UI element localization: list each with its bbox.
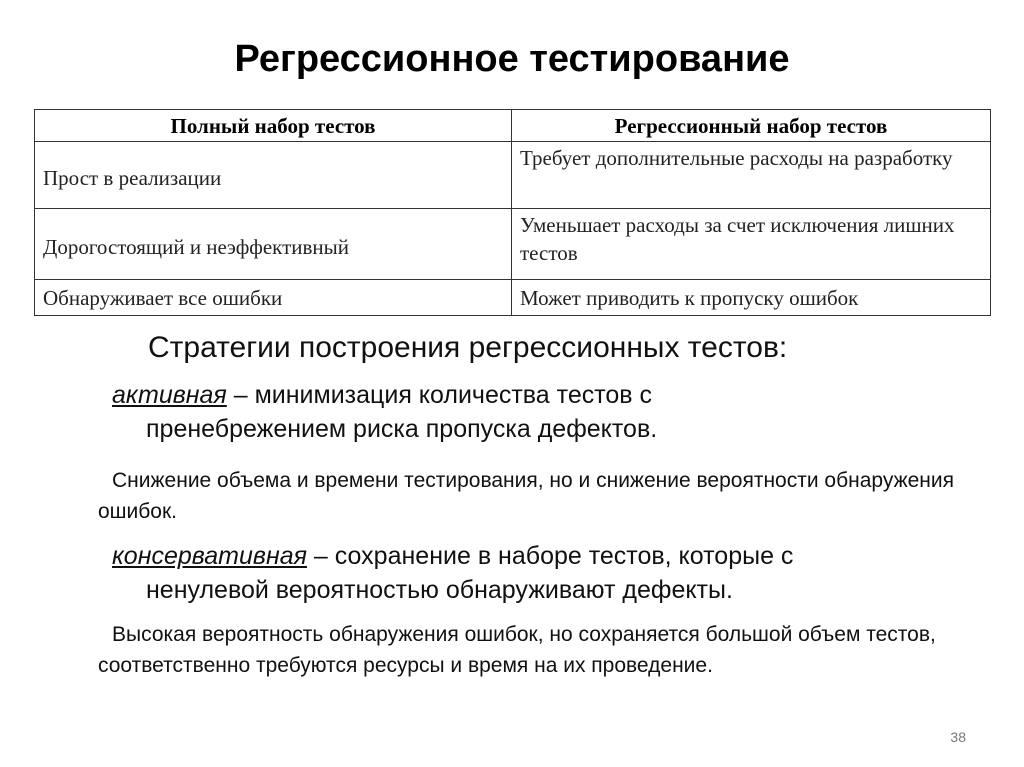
page-number: 38 — [950, 729, 966, 745]
table-cell: Прост в реализации — [35, 142, 512, 209]
comparison-table — [34, 109, 991, 316]
table-row — [35, 209, 991, 280]
table-row — [35, 280, 991, 316]
table-header-row — [35, 110, 991, 142]
table-cell: Требует дополнительные расходы на разработку — [512, 142, 991, 209]
strategy-note-conservative — [98, 619, 958, 681]
strategy-definition-continued: ненулевой вероятностью обнаруживают дефекты. — [146, 576, 733, 604]
table-row — [35, 142, 991, 209]
strategy-conservative — [112, 539, 912, 607]
table-cell: Обнаруживает все ошибки — [35, 280, 512, 316]
table-cell: Дорогостоящий и неэффективный — [35, 209, 512, 280]
slide-title: Регрессионное тестирование — [234, 38, 790, 80]
table-cell: Может приводить к пропуску ошибок — [512, 280, 991, 316]
strategy-note-active — [98, 465, 958, 527]
note-text: Высокая вероятность обнаружения ошибок, но сохраняется большой объем тестов, соответственно требуются ресурсы и время на их проведение. — [98, 623, 936, 677]
strategy-definition: – минимизация количества тестов с — [226, 381, 653, 409]
strategy-term-active: активная — [112, 381, 227, 409]
header-full-suite: Полный набор тестов — [35, 110, 512, 142]
note-text: Снижение объема и времени тестирования, но и снижение вероятности обнаружения ошибок. — [98, 469, 954, 523]
strategies-heading: Стратегии построения регрессионных тестов: — [148, 331, 788, 364]
strategy-active — [112, 378, 912, 446]
table-cell: Уменьшает расходы за счет исключения лишних тестов — [512, 209, 991, 280]
header-regression-suite: Регрессионный набор тестов — [512, 110, 991, 142]
strategy-definition: – сохранение в наборе тестов, которые с — [306, 542, 794, 570]
strategy-definition-continued: пренебрежением риска пропуска дефектов. — [146, 415, 658, 443]
strategy-term-conservative: консервативная — [112, 542, 307, 570]
